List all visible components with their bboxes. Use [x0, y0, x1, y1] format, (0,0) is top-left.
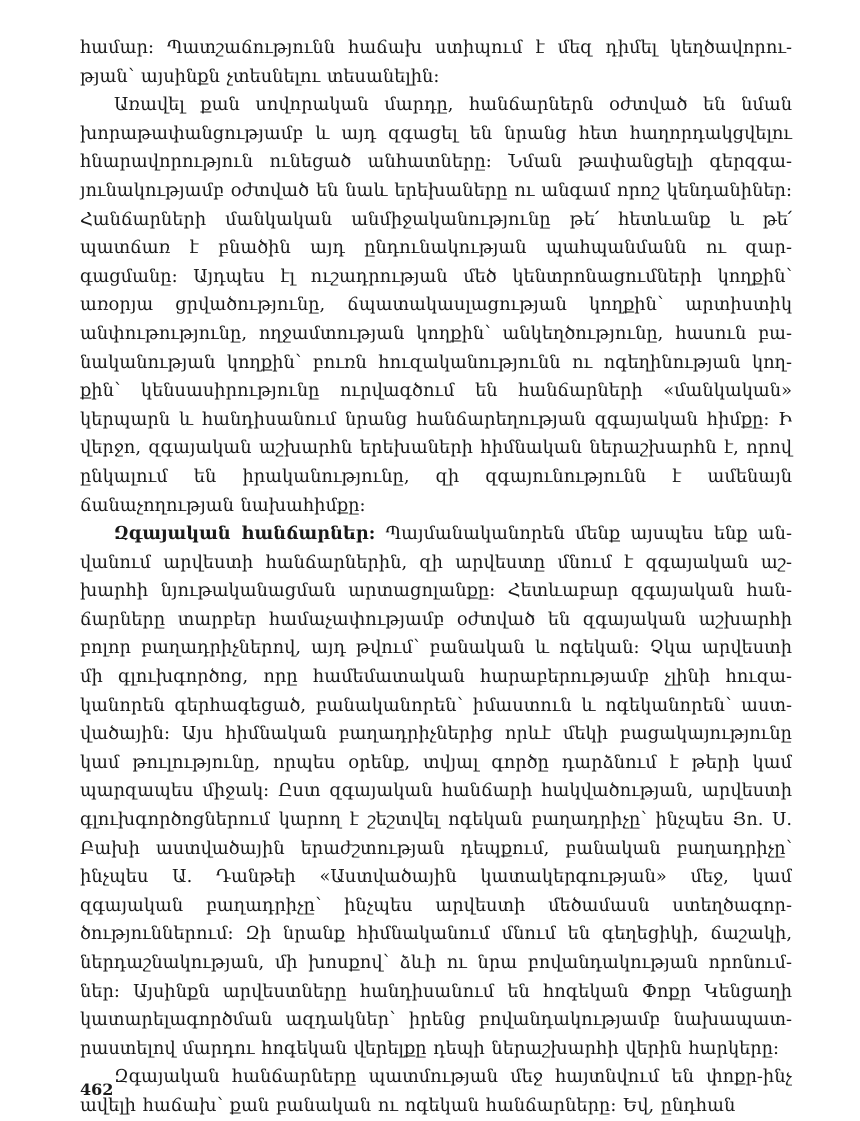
paragraph-3: [80, 520, 792, 1063]
page-body: [80, 34, 792, 1116]
paragraph-2-text: Առավել քան սովորական մարդը, հանճարներն օժտված են նման խորաթափանցությամբ և այդ զգացել են նրանց հետ հաղորդակցվելու հնարավորություն ունեցած անհատները: Նման թափանցելի գերզգայունակությամբ օժտված են նաև երեխաները ու անգամ որոշ կենդանիներ: Հանճարների մանկական անմիջականությունը թե՛ հետևանք և թե՛ պատճառ է բնածին այդ ընդունակության պահպանմանն ու զարգացմանը: Այդպես էլ ուշադրության մեծ կենտրոնացումների կողքին՝ առօրյա ցրվածությունը, ճպատակասլացության կողքին՝ արտիստիկ անփութությունը, ողջամտության կողքին՝ անկեղծությունը, հասուն բանականության կողքին՝ բուռն հուզականությունն ու ոգեղինության կողքին՝ կենսասիրությունը ուրվագծում են հանճարների «մանկական» կերպարն և հանդիսանում նրանց հանճարեղության զգայական հիմքը: Ի վերջո, զգայական աշխարհն երեխաների հիմնական ներաշխարհն է, որով ընկալում են իրականությունը, զի զգայունությունն է ամենայն ճանաչողության նախահիմքը:: [80, 94, 792, 516]
paragraph-4: [80, 1063, 792, 1120]
paragraph-1: [80, 34, 792, 91]
paragraph-3-text: Պայմանականորեն մենք այսպես ենք անվանում արվեստի հանճարներին, զի արվեստը մնում է զգայական աշխարհի նյութականացման արտացոլանքը: Հետևաբար զգայական հանճարները տարբեր համաչափությամբ օժտված են զգայական աշխարհի բոլոր բաղադրիչներով, այդ թվում՝ բանական և ոգեկան: Չկա արվեստի մի գլուխգործոց, որը համեմատական հարաբերությամբ չլինի հուզականորեն գերհագեցած, բանականորեն՝ իմաստուն և ոգեկանորեն՝ աստվածային: Այս հիմնական բաղադրիչներից որևէ մեկի բացակայությունը կամ թուլությունը, որպես օրենք, տվյալ գործը դարձնում է թերի կամ պարզապես միջակ: Ըստ զգայական հանճարի հակվածության, արվեստի գլուխգործոցներում կարող է շեշտվել ոգեկան բաղադրիչը՝ ինչպես Յո. Ս. Բախի աստվածային երաժշտության դեպքում, բանական բաղադրիչը՝ ինչպես Ա. Դանթեի «Աստվածային կատակերգության» մեջ, կամ զգայական բաղադրիչը՝ ինչպես արվեստի մեծամասն ստեղծագործություններում: Զի նրանք հիմնականում մնում են գեղեցիկի, ճաշակի, ներդաշնակության, մի խոսքով՝ ձևի ու նրա բովանդակության որոնումներ: Այսինքն արվեստները հանդիսանում են հոգեկան Փոքր Կենցաղի կատարելագործման ազդակներ՝ իրենց բովանդակությամբ նախապատրաստելով մարդու հոգեկան վերելքը դեպի ներաշխարհի վերին հարկերը:: [80, 523, 792, 1059]
paragraph-1-text: համար: Պատշաճությունն հաճախ ստիպում է մեզ դիմել կեղծավորության՝ այսինքն չտեսնելու տեսանելին:: [80, 37, 792, 87]
paragraph-2: [80, 91, 792, 520]
page-number: 462: [80, 1080, 114, 1099]
paragraph-4-text: Զգայական հանճարները պատմության մեջ հայտնվում են փոքր-ինչ ավելի հաճախ՝ քան բանական ու ոգեկան հանճարները: Եվ, ընդհան: [80, 1066, 792, 1116]
section-heading: Զգայական հանճարներ:: [114, 523, 376, 545]
